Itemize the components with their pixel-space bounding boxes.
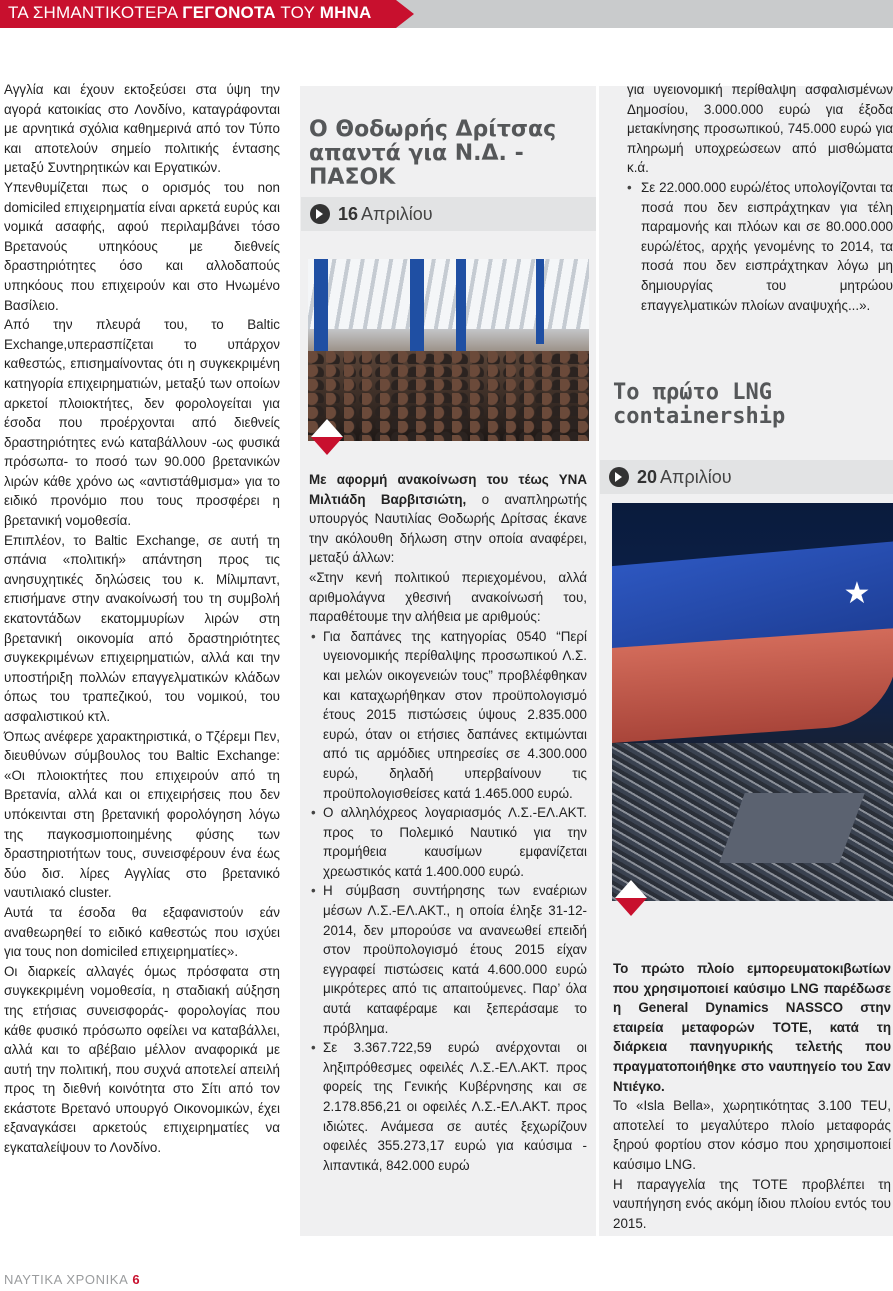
quote-intro: «Στην κενή πολιτικού περιεχομένου, αλλά αριθμολάγνα χθεσινή ανακοίνωσή του, παραθέτουμε την αλήθεια με αριθμούς: [309, 569, 587, 625]
list-item: • Ο αλληλόχρεος λογαριασμός Λ.Σ.-ΕΛ.ΑΚΤ. προς το Πολεμικό Ναυτικό για την προμήθεια καυσίμων εμφανίζεται χρεωστικός κατά 1.400.000 ευρώ. [323, 803, 587, 881]
article-1-dateline [301, 197, 596, 231]
date-day: 16 [338, 203, 359, 224]
banner-arrow-icon [396, 0, 414, 28]
paragraph: Αυτά τα έσοδα θα εξαφανιστούν εάν αναθεωρηθεί το ειδικό καθεστώς που ισχύει για τους non domiciled επιχειρηματίες». [4, 904, 280, 960]
audience-crowd [308, 351, 589, 441]
list-item: • Για δαπάνες της κατηγορίας 0540 “Περί υγειονομικής περίθαλψης προσωπικού Λ.Σ. και μελών οικογενειών τους” προβλέφθηκαν και καταχωρήθηκαν στον προϋπολογισμό έτους 2015 πιστώσεις ύψους 2.835.000 ευρώ, όταν οι ετήσιες δαπάνες εκτιμώνται από τις αρμόδιες υπηρεσίες σε 4.300.000 ευρώ, δηλαδή υπερβαίνουν τις προϋπολογισθείσες κατά 1.465.000 ευρώ. [323, 627, 587, 803]
date-month: Απριλίου [660, 466, 732, 487]
article-2-body [613, 959, 891, 1233]
paragraph: Αγγλία και έχουν εκτοξεύσει στα ύψη την αγορά κατοικίας στο Λονδίνο, καταγράφονται με αρνητικά σχόλια καθημερινά από τον Τύπο και αποτελούν σημείο πολιτικής έντασης μεταξύ Συντηρητικών και Εργατικών. [4, 82, 280, 176]
arrow-right-icon [310, 204, 330, 224]
paragraph: Όπως ανέφερε χαρακτηριστικά, ο Τζέρεμι Πεν, διευθύνων σύμβουλος του Baltic Exchange: «Οι πλοιοκτήτες που επιχειρούν από τη Βρετανία, αλλά και οι επιχειρήσεις που δεν υπόκεινται στη βρετανική φορολόγηση λόγω της παγκοσμιοποιημένης φύσης των δραστηριοτήτων τους, συνεισφέρουν ένα έως δύο δισ. λίρες Αγγλίας στο βρετανικό ναυτιλιακό cluster. [4, 728, 280, 901]
magazine-name: ΝΑΥΤΙΚΑ ΧΡΟΝΙΚΑ [4, 1272, 129, 1287]
bullet-list [309, 627, 587, 1176]
hall-ceiling [308, 259, 589, 329]
article-2-title: Το πρώτο LNG containership [613, 380, 786, 429]
red-triangle-marker [311, 437, 343, 455]
hall-pillar [456, 259, 466, 354]
ceremony-stage [719, 793, 864, 863]
paragraph: Υπενθυμίζεται πως ο ορισμός του non domiciled επιχειρηματία είναι αρκετά ευρύς και νομικά ασαφής, αφού περιλαμβάνει τόσο Βρετανούς υπηκόους με διεθνείς δραστηριότητες όσο και αλλοδαπούς υπηκόους που επιχειρούν και στο Ηνωμένο Βασίλειο. [4, 179, 280, 313]
red-triangle-marker [615, 898, 647, 916]
article-1-continuation [627, 80, 893, 315]
header-banner [0, 0, 893, 28]
lead-text: Το πρώτο πλοίο εμπορευματοκιβωτίων που χρησιμοποιεί καύσιμο LNG παρέδωσε η General Dynamics NASSCO στην εταιρεία μεταφορών TOTE, κατά τη διάρκεια πανηγυρικής τελετής που πραγματοποιήθηκε στο ναυπηγείο του Σαν Ντιέγκο. [613, 961, 891, 1094]
article-1-body: Με αφορμή ανακοίνωση του τέως ΥΝΑ Μιλτιάδη Βαρβιτσιώτη, ο αναπληρωτής υπουργός Ναυτιλίας Θοδωρής Δρίτσας έκανε την ακόλουθη δήλωση στην οποία αναφέρει, μεταξύ άλλων: «Στην κενή πολιτικού περιεχομένου, αλλά αριθμολάγνα χθεσινή ανακοίνωσή του, παραθέτουμε την αλήθεια με αριθμούς: • Για δαπάνες της κατηγορίας 0540 “Περί υγειονομικής περίθαλψης προσωπικού Λ.Σ. και μελών οικογενειών τους” προβλέφθηκαν και καταχωρήθηκαν στον προϋπολογισμό έτους 2015 πιστώσεις ύψους 2.835.000 ευρώ, όταν οι ετήσιες δαπάνες εκτιμώνται από τις αρμόδιες υπηρεσίες σε 4.300.000 ευρώ, δηλαδή υπερβαίνουν τις προϋπολογισθείσες κατά 1.465.000 ευρώ. • Ο αλληλόχρεος λογαριασμός Λ.Σ.-ΕΛ.ΑΚΤ. προς το Πολεμικό Ναυτικό για την προμήθεια καυσίμων εμφανίζεται χρεωστικός κατά 1.400.000 ευρώ. • Η σύμβαση συντήρησης των εναέριων μέσων Λ.Σ.-ΕΛ.ΑΚΤ., η οποία έληξε 31-12-2014, δεν μπορούσε να ανανεωθεί επειδή στον προϋπολογισμό έτους 2015 είχαν εγγραφεί πιστώσεις κατά 4.600.000 ευρώ μικρότερες από τις απαιτούμενες. Παρ’ όλα αυτά καταφέραμε και ξεπεράσαμε το πρόβλημα. • Σε 3.367.722,59 ευρώ ανέρχονται οι ληξιπρόθεσμες οφειλές Λ.Σ.-ΕΛ.ΑΚΤ. προς φορείς της Γενικής Κυβέρνησης και σε 2.178.856,21 οι οφειλές Λ.Σ.-ΕΛ.ΑΚΤ. προς ιδιώτες. Ανάμεσα σε αυτές ξεχωρίζουν οφειλές 355.273,17 ευρώ για καύσιμα - λιπαντικά, 842.000 ευρώ [309, 470, 587, 1175]
hall-pillar [410, 259, 424, 359]
star-emblem-icon: ★ [843, 577, 871, 610]
paragraph: Το «Isla Bella», χωρητικότητας 3.100 TEU, αποτελεί το μεγαλύτερο πλοίο μεταφοράς ξηρού φορτίου στον κόσμο που χρησιμοποιεί καύσιμο LNG. [613, 1098, 891, 1172]
paragraph: Η παραγγελία της TOTE προβλέπει τη ναυπήγηση ενός ακόμη ίδιου πλοίου εντός του 2015. [613, 1176, 891, 1231]
event-hall-photo [308, 259, 589, 441]
date-day: 20 [637, 466, 658, 487]
list-item: • Σε 22.000.000 ευρώ/έτος υπολογίζονται τα ποσά που δεν εισπράχτηκαν για τέλη παραμονής και πλόων και σε 80.000.000 ευρώ/έτος, αρχής γενομένης το 2014, τα ποσά που δεν εισπράχτηκαν λόγω μη δημιουργίας του μητρώου επαγγελματικών πλοίων αναψυχής...». [627, 178, 893, 315]
paragraph: Από την πλευρά του, το Baltic Exchange,υπερασπίζεται το υπάρχον καθεστώς, επισημαίνοντας ότι η συγκεκριμένη κατηγορία επιχειρηματιών, μεταξύ των οποίων αρκετοί πλοιοκτήτες, δεν φορολογείται για έσοδα που προέρχονται από διεθνείς δραστηριότητες ενώ καταβάλλουν -ως φυσικά πρόσωπα- το ποσό των 90.000 βρετανικών λιρών κάθε χρόνο ως «αντιστάθμισμα» για το ειδικό προνόμιο που τους προσφέρει η βρετανική νομοθεσία. [4, 317, 280, 529]
lead-text: Με αφορμή ανακοίνωση του τέως ΥΝΑ Μιλτιάδη Βαρβιτσιώτη, [309, 472, 587, 507]
hall-pillar [536, 259, 544, 344]
page-footer [4, 1272, 140, 1287]
list-item: • Σε 3.367.722,59 ευρώ ανέρχονται οι ληξιπρόθεσμες οφειλές Λ.Σ.-ΕΛ.ΑΚΤ. προς φορείς της Γενικής Κυβέρνησης και σε 2.178.856,21 οι οφειλές Λ.Σ.-ΕΛ.ΑΚΤ. προς ιδιώτες. Ανάμεσα σε αυτές ξεχωρίζουν οφειλές 355.273,17 ευρώ για καύσιμα - λιπαντικά, 842.000 ευρώ [323, 1038, 587, 1175]
arrow-right-icon [609, 467, 629, 487]
date-month: Απριλίου [361, 203, 433, 224]
column-1-text [4, 80, 280, 1158]
list-item-continued: για υγειονομική περίθαλψη ασφαλισμένων Δημοσίου, 3.000.000 ευρώ για έξοδα μετακίνησης προσωπικού, 745.000 ευρώ για πληρωμή υποχρεώσεων από μισθώματα κ.ά. [627, 82, 893, 176]
ship-launch-photo [612, 503, 893, 901]
paragraph: Επιπλέον, το Baltic Exchange, σε αυτή τη σπάνια «πολιτική» απάντηση προς τις ανησυχητικές δηλώσεις του κ. Μίλιμπαντ, επισήμανε στην ανακοίνωσή του τη συμβολή εκατοντάδων εκατομμυρίων λιρών στη βρετανική οικονομία από δραστηριότητες συγκεκριμένων επιχειρηματιών, αλλά και την υποστήριξη πολλών επαγγελματικών κλάδων όπως του τραπεζικού, του νομικού, του ασφαλιστικού κτλ. [4, 532, 280, 724]
section-title: ΤΑ ΣΗΜΑΝΤΙΚΟΤΕΡΑ ΓΕΓΟΝΟΤΑ ΤΟΥ ΜΗΝΑ [8, 3, 372, 22]
article-2-dateline [600, 460, 893, 494]
list-item: • Η σύμβαση συντήρησης των εναέριων μέσων Λ.Σ.-ΕΛ.ΑΚΤ., η οποία έληξε 31-12-2014, δεν μπορούσε να ανανεωθεί επειδή στον προϋπολογισμό έτους 2015 είχαν εγγραφεί πιστώσεις κατά 4.600.000 ευρώ μικρότερες από τις απαιτούμενες. Παρ’ όλα αυτά καταφέραμε και ξεπεράσαμε το πρόβλημα. [323, 881, 587, 1038]
article-1-title: Ο Θοδωρής Δρίτσας απαντά για Ν.Δ. - ΠΑΣΟΚ [309, 117, 557, 190]
paragraph: Οι διαρκείς αλλαγές όμως πρόσφατα στη συγκεκριμένη νομοθεσία, η σταδιακή αύξηση της ετήσιας συνεισφοράς- φορολογίας που κάθε φυσικό πρόσωπο οφείλει να καταβάλλει, αλλά και το αβέβαιο μέλλον αναφορικά με αυτή την πολιτική, που συχνά αποτελεί απειλή προς τη διεθνή κοινότητα στο Σίτι από τον εκάστοτε Βρετανό υπουργό Οικονομικών, έχει εξαναγκάσει αρκετούς επιχειρηματίες να εγκαταλείψουν το Λονδίνο. [4, 963, 280, 1156]
page-number: 6 [132, 1272, 141, 1287]
ship-hull-red [612, 628, 893, 743]
